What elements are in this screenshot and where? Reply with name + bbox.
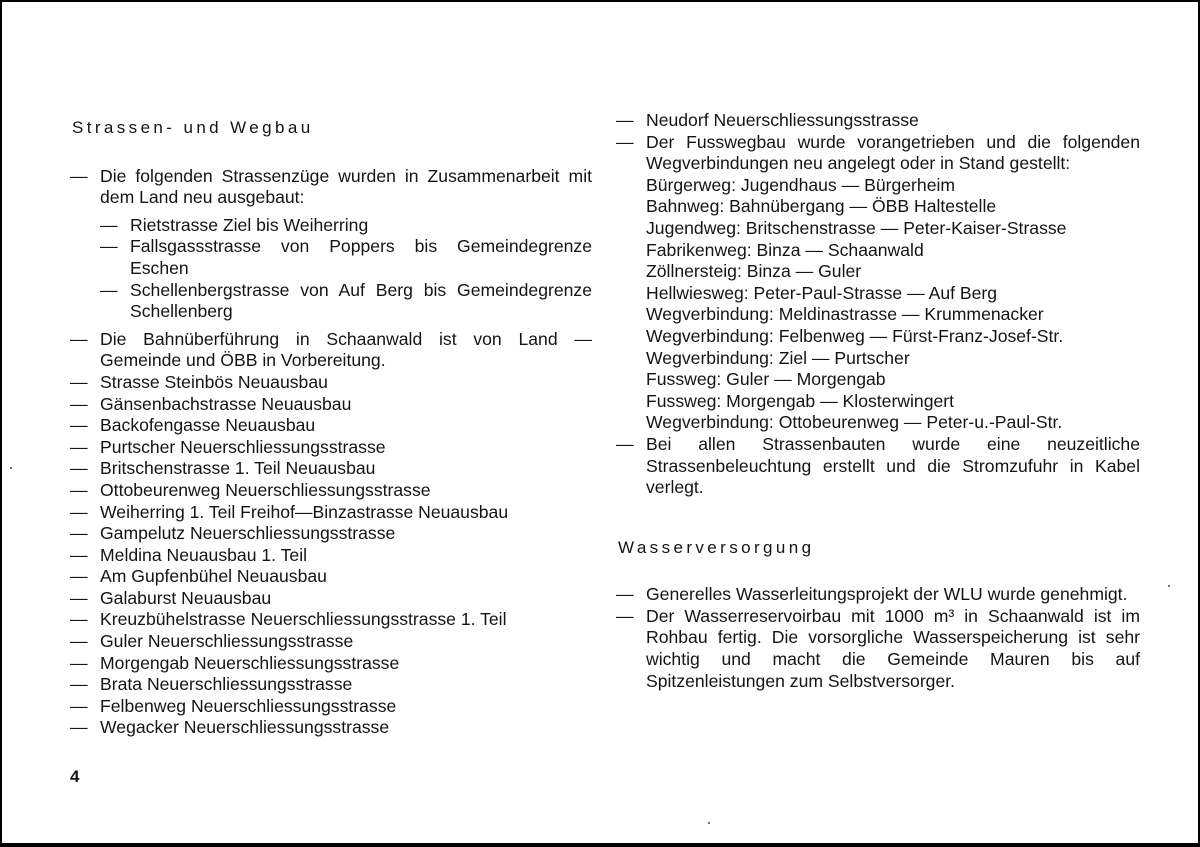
list-item xyxy=(70,566,592,588)
list-item xyxy=(70,480,592,502)
dash: — xyxy=(616,110,634,130)
list-item-text: Die Bahnüberführung in Schaanwald ist von Land — Gemeinde und ÖBB in Vorbereitung. xyxy=(100,328,592,371)
list-item xyxy=(616,584,1140,606)
list-item-text: Backofengasse Neuausbau xyxy=(100,415,316,436)
path-entry: Zöllnersteig: Binza — Guler xyxy=(646,261,862,282)
dash: — xyxy=(70,609,88,630)
sub-list-item xyxy=(100,215,592,237)
list-item xyxy=(70,653,592,675)
right-column xyxy=(616,110,1140,692)
dash: — xyxy=(616,584,634,605)
left-column xyxy=(70,110,592,739)
list-item xyxy=(70,502,592,524)
sub-list-item xyxy=(100,236,592,279)
dash: — xyxy=(70,587,88,608)
dash: — xyxy=(100,279,118,300)
dash: — xyxy=(70,631,88,652)
dash: — xyxy=(70,165,88,186)
roads-heading: Strassen- und Wegbau xyxy=(72,118,314,137)
list-item-text: Guler Neuerschliessungsstrasse xyxy=(100,631,354,652)
dash: — xyxy=(70,652,88,673)
list-item-text: Strasse Steinbös Neuausbau xyxy=(100,371,328,392)
list-item xyxy=(70,674,592,696)
dash: — xyxy=(100,236,118,257)
sub-list-item-text: Schellenbergstrasse von Auf Berg bis Gemeindegrenze Schellenberg xyxy=(130,279,592,322)
list-item-text: Neudorf Neuerschliessungsstrasse xyxy=(646,110,919,130)
dash: — xyxy=(616,605,634,626)
list-item xyxy=(616,110,1140,132)
dash: — xyxy=(70,566,88,587)
path-entry: Wegverbindung: Ziel — Purtscher xyxy=(646,347,910,368)
list-item-text: Generelles Wasserleitungsprojekt der WLU wurde genehmigt. xyxy=(646,584,1128,605)
dash: — xyxy=(616,131,634,152)
list-item xyxy=(70,458,592,480)
path-entry: Jugendweg: Britschenstrasse — Peter-Kaiser-Strasse xyxy=(646,217,1067,238)
list-item-text: Wegacker Neuerschliessungsstrasse xyxy=(100,717,390,738)
list-item-text: Der Wasserreservoirbau mit 1000 m³ in Schaanwald ist im Rohbau fertig. Die vorsorgliche Wasserspeicherung ist sehr wichtig und macht die Gemeinde Mauren bis auf Spitzenleistungen zum Selbstversorger. xyxy=(646,605,1140,691)
dash: — xyxy=(70,393,88,414)
sub-list xyxy=(100,215,592,323)
list-item-text: Bei allen Strassenbauten wurde eine neuzeitliche Strassenbeleuchtung erstellt und die Stromzufuhr in Kabel verlegt. xyxy=(646,433,1140,498)
dash: — xyxy=(70,523,88,544)
list-item xyxy=(616,434,1140,499)
list-item xyxy=(70,166,592,209)
list-item-text: Ottobeurenweg Neuerschliessungsstrasse xyxy=(100,479,431,500)
dash: — xyxy=(70,544,88,565)
path-entry: Fussweg: Morgengab — Klosterwingert xyxy=(646,390,955,411)
list-item-text: Morgengab Neuerschliessungsstrasse xyxy=(100,652,400,673)
list-item xyxy=(70,696,592,718)
list-item-text: Am Gupfenbühel Neuausbau xyxy=(100,566,327,587)
path-list xyxy=(616,175,1140,434)
list-item-text: Gänsenbachstrasse Neuausbau xyxy=(100,393,352,414)
list-item xyxy=(70,588,592,610)
list-item xyxy=(70,523,592,545)
page-number: 4 xyxy=(70,767,80,786)
dash: — xyxy=(70,501,88,522)
list-item xyxy=(70,545,592,567)
list-item-text: Die folgenden Strassenzüge wurden in Zusammenarbeit mit dem Land neu ausgebaut: xyxy=(100,165,592,208)
water-heading: Wasserversorgung xyxy=(618,537,815,557)
list-item-text: Purtscher Neuerschliessungsstrasse xyxy=(100,436,386,457)
list-item xyxy=(70,437,592,459)
dash: — xyxy=(70,458,88,479)
path-entry: Wegverbindung: Meldinastrasse — Krummenacker xyxy=(646,304,1044,325)
dash: — xyxy=(616,433,634,454)
path-entry: Fabrikenweg: Binza — Schaanwald xyxy=(646,239,924,260)
list-item-text: Der Fusswegbau wurde vorangetrieben und die folgenden Wegverbindungen neu angelegt oder in Stand gestellt: xyxy=(646,131,1140,174)
dash: — xyxy=(70,695,88,716)
list-item xyxy=(616,132,1140,175)
path-entry: Hellwiesweg: Peter-Paul-Strasse — Auf Berg xyxy=(646,282,998,303)
dash: — xyxy=(70,371,88,392)
dash: — xyxy=(70,674,88,695)
list-item-text: Britschenstrasse 1. Teil Neuausbau xyxy=(100,458,376,479)
path-entry: Bürgerweg: Jugendhaus — Bürgerheim xyxy=(646,174,956,195)
dash: — xyxy=(70,717,88,738)
list-item xyxy=(70,394,592,416)
list-item xyxy=(70,329,592,372)
path-entry: Bahnweg: Bahnübergang — ÖBB Haltestelle xyxy=(646,196,997,217)
list-item-text: Weiherring 1. Teil Freihof—Binzastrasse Neuausbau xyxy=(100,501,509,522)
path-entry: Fussweg: Guler — Morgengab xyxy=(646,369,886,390)
scan-speck xyxy=(1168,585,1170,587)
dash: — xyxy=(70,436,88,457)
sub-list-item-text: Fallsgassstrasse von Poppers bis Gemeindegrenze Eschen xyxy=(130,236,592,278)
dash: — xyxy=(70,328,88,349)
list-item xyxy=(70,717,592,739)
list-item-text: Felbenweg Neuerschliessungsstrasse xyxy=(100,695,397,716)
path-entry: Wegverbindung: Felbenweg — Fürst-Franz-Josef-Str. xyxy=(646,325,1064,346)
list-item xyxy=(616,606,1140,692)
path-entry: Wegverbindung: Ottobeurenweg — Peter-u.-Paul-Str. xyxy=(646,412,1063,433)
sub-list-item xyxy=(100,280,592,323)
list-item xyxy=(70,372,592,394)
dash: — xyxy=(100,214,118,235)
list-item xyxy=(70,631,592,653)
list-item-text: Kreuzbühelstrasse Neuerschliessungsstrasse 1. Teil xyxy=(100,609,507,630)
list-item-text: Brata Neuerschliessungsstrasse xyxy=(100,674,353,695)
dash: — xyxy=(70,415,88,436)
sub-list-item-text: Rietstrasse Ziel bis Weiherring xyxy=(130,214,369,235)
list-item-text: Meldina Neuausbau 1. Teil xyxy=(100,544,308,565)
list-item-text: Galaburst Neuausbau xyxy=(100,587,272,608)
list-item xyxy=(70,415,592,437)
dash: — xyxy=(70,479,88,500)
scan-speck xyxy=(10,467,12,469)
scan-speck xyxy=(708,822,710,824)
list-item xyxy=(70,609,592,631)
list-item-text: Gampelutz Neuerschliessungsstrasse xyxy=(100,523,396,544)
